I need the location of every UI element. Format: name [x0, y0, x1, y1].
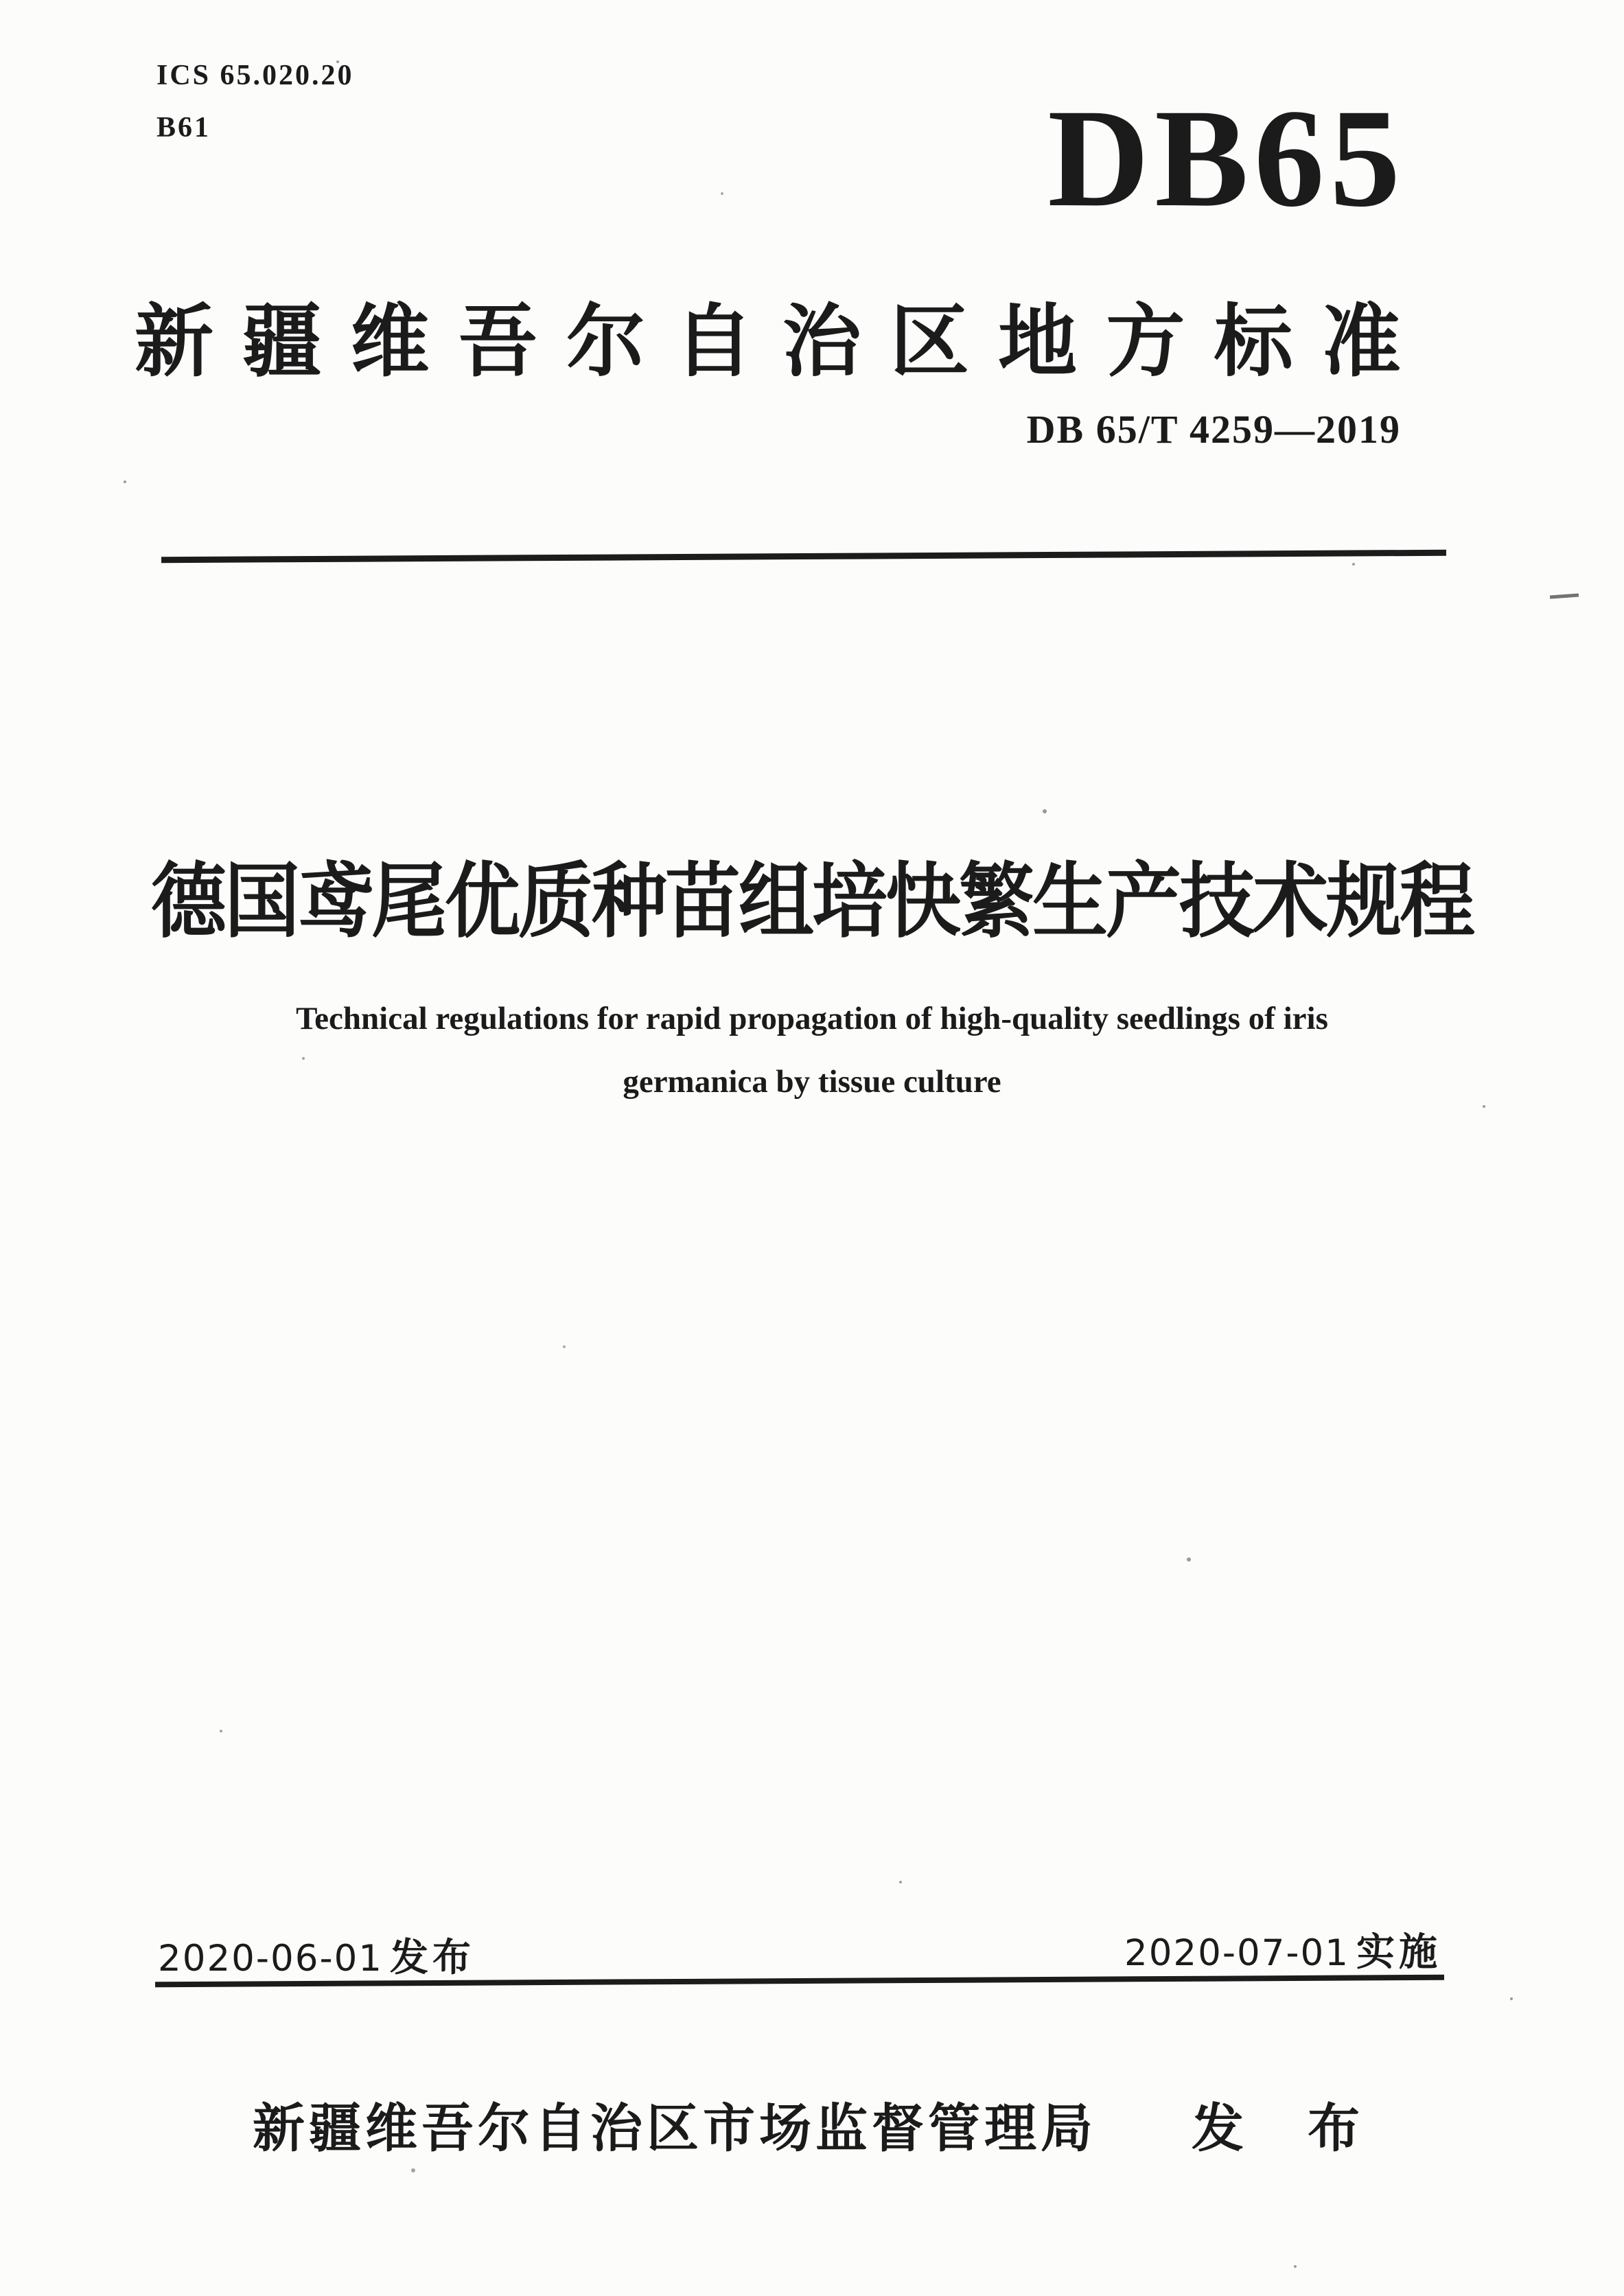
- issue-date: 2020-06-01: [158, 1938, 384, 1980]
- document-title-en-line2: germanica by tissue culture: [623, 1064, 1001, 1100]
- standard-series-name: [135, 287, 1401, 397]
- document-title-zh: 德国鸢尾优质种苗组培快繁生产技术规程: [151, 856, 1473, 947]
- standard-series-name-text: [135, 287, 1401, 397]
- standard-series-name-char: 吾: [458, 298, 537, 386]
- document-title-en-line1: Technical regulations for rapid propagation of high-quality seedlings of iris: [296, 1001, 1328, 1036]
- scan-stray-mark: [1550, 594, 1579, 599]
- header-divider-rule: [161, 550, 1446, 563]
- ics-classification-block: [156, 49, 354, 154]
- scan-noise-speckles: [124, 480, 126, 483]
- standard-series-name-char: 疆: [242, 298, 322, 386]
- standard-series-name-char: 方: [1106, 298, 1185, 386]
- implementation-date: 2020-07-01: [1124, 1932, 1349, 1974]
- standard-series-name-char: 区: [890, 298, 969, 386]
- standard-series-name-char: 维: [350, 298, 430, 386]
- standard-series-name-char: 治: [782, 298, 861, 386]
- publisher-issue-label: 发 布: [1192, 2100, 1385, 2158]
- standard-series-name-char: 尔: [566, 298, 646, 386]
- standard-series-name-char: 准: [1321, 298, 1401, 386]
- db65-logo: DB65: [1047, 80, 1406, 236]
- standard-series-name-char: 标: [1214, 298, 1293, 386]
- issue-date-label: 发布: [390, 1936, 476, 1979]
- issue-date-block: [158, 1927, 475, 1982]
- implementation-date-label: 实施: [1356, 1930, 1441, 1973]
- classification-code: B61: [156, 112, 211, 143]
- ics-code: ICS 65.020.20: [156, 60, 354, 91]
- standard-number: DB 65/T 4259—2019: [1026, 407, 1401, 452]
- publisher-name: 新疆维吾尔自治区市场监督管理局: [253, 2100, 1097, 2158]
- standard-series-name-char: 新: [135, 298, 214, 386]
- standard-series-name-char: 地: [998, 298, 1078, 386]
- implementation-date-block: [1124, 1922, 1441, 1977]
- standard-series-name-char: 自: [674, 298, 754, 386]
- document-title-en: [126, 987, 1498, 1113]
